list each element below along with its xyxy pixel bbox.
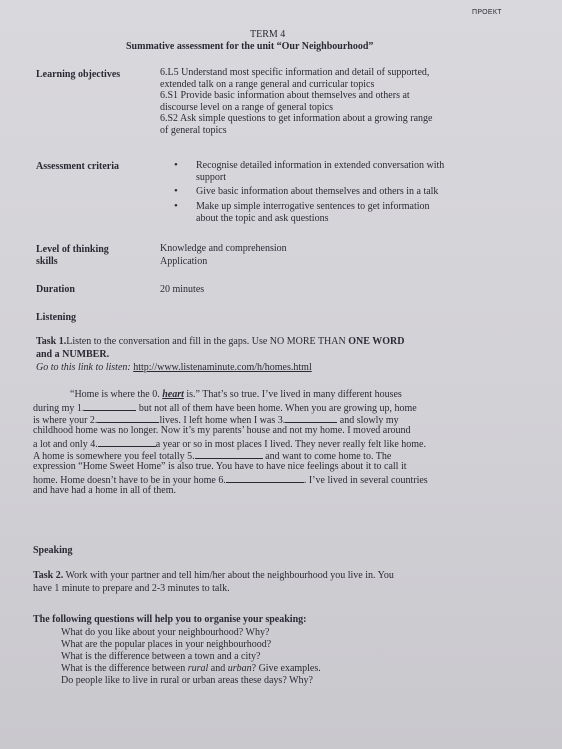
objective-line: 6.S2 Ask simple questions to get information about a growing range bbox=[160, 113, 433, 124]
gap-1-blank[interactable] bbox=[84, 401, 136, 411]
passage-line: a lot and only 4. a year or so in most places I lived. They never really felt like home. bbox=[33, 439, 426, 450]
example-answer: heart bbox=[162, 389, 184, 400]
question-item: What are the popular places in your neighbourhood? bbox=[61, 639, 272, 650]
assessment-criteria-label: Assessment criteria bbox=[36, 161, 120, 172]
passage-line: during my 1. but not all of them have been home. When you are growing up, home bbox=[33, 403, 417, 414]
listen-link-line: Go to this link to listen: http://www.listenaminute.com/h/homes.html bbox=[36, 362, 312, 373]
thinking-skills-label: skills bbox=[36, 256, 58, 267]
assessment-subtitle: Summative assessment for the unit “Our Neighbourhood” bbox=[126, 41, 374, 52]
objective-line: 6.S1 Provide basic information about themselves and others at bbox=[160, 90, 410, 101]
task1-instruction: Task 1.Listen to the conversation and fill in the gaps. Use NO MORE THAN ONE WORD bbox=[36, 336, 405, 347]
objective-line: extended talk on a range general and curricular topics bbox=[160, 78, 375, 90]
task2-instruction-cont: have 1 minute to prepare and 2-3 minutes to talk. bbox=[33, 583, 230, 594]
criteria-item: • Give basic information about themselves and others in a talk bbox=[196, 186, 438, 198]
speaking-heading: Speaking bbox=[33, 545, 73, 556]
duration-label: Duration bbox=[36, 284, 75, 295]
passage-line: “Home is where the 0. heart is.” That’s so true. I’ve lived in many different houses bbox=[70, 389, 402, 400]
gap-6-blank[interactable] bbox=[226, 473, 304, 483]
question-item: What is the difference between a town and a city? bbox=[61, 651, 261, 662]
learning-objectives-label: Learning objectives bbox=[36, 69, 121, 80]
draft-stamp: ПРОЕКТ bbox=[472, 9, 502, 16]
objective-line: of general topics bbox=[160, 124, 227, 136]
listening-heading: Listening bbox=[36, 312, 77, 323]
listen-link[interactable]: http://www.listenaminute.com/h/homes.html bbox=[133, 362, 312, 373]
duration-value: 20 minutes bbox=[160, 284, 205, 295]
criteria-item: • Recognise detailed information in extended conversation with bbox=[196, 160, 444, 172]
criteria-item-cont: support bbox=[196, 172, 226, 183]
passage-line: is where your 2. lives. I left home when I was 3. and slowly my bbox=[33, 415, 399, 426]
gap-2-blank[interactable] bbox=[97, 413, 159, 423]
gap-3-blank[interactable] bbox=[285, 413, 337, 423]
learning-objectives-list bbox=[160, 67, 490, 136]
thinking-skills-value: Application bbox=[160, 256, 208, 267]
thinking-skills-label: Level of thinking bbox=[36, 244, 109, 255]
passage-line: childhood home was no longer. Now it’s my parents’ house and not my home. I moved around bbox=[33, 425, 411, 436]
question-item: What is the difference between rural and urban? Give examples. bbox=[61, 663, 321, 674]
task1-instruction-cont: and a NUMBER. bbox=[36, 349, 110, 360]
task2-title: Task 2. bbox=[33, 570, 64, 581]
term-title: TERM 4 bbox=[250, 29, 286, 40]
passage-line: expression “Home Sweet Home” is also true. You have to have nice feelings about it to call it bbox=[33, 461, 407, 472]
criteria-item-cont: about the topic and ask questions bbox=[196, 213, 329, 224]
question-item: What do you like about your neighbourhood? Why? bbox=[61, 627, 270, 638]
task1-title: Task 1. bbox=[36, 336, 67, 347]
criteria-item: • Make up simple interrogative sentences to get information bbox=[196, 201, 430, 213]
gap-4-blank[interactable] bbox=[98, 437, 156, 447]
passage-line: A home is somewhere you feel totally 5. and want to come home to. The bbox=[33, 451, 392, 462]
passage-line: home. Home doesn’t have to be in your home 6. . I’ve lived in several countries bbox=[33, 475, 428, 486]
objective-line: discourse level on a range of general topics bbox=[160, 101, 333, 113]
questions-heading: The following questions will help you to organise your speaking: bbox=[33, 614, 307, 625]
question-item: Do people like to live in rural or urban areas these days? Why? bbox=[61, 675, 313, 686]
passage-line: and have had a home in all of them. bbox=[33, 485, 177, 496]
task2-instruction: Task 2. Work with your partner and tell him/her about the neighbourhood you live in. You bbox=[33, 570, 394, 581]
objective-line: 6.L5 Understand most specific information and detail of supported, bbox=[160, 67, 430, 78]
thinking-skills-value: Knowledge and comprehension bbox=[160, 243, 287, 254]
gap-5-blank[interactable] bbox=[195, 449, 263, 459]
